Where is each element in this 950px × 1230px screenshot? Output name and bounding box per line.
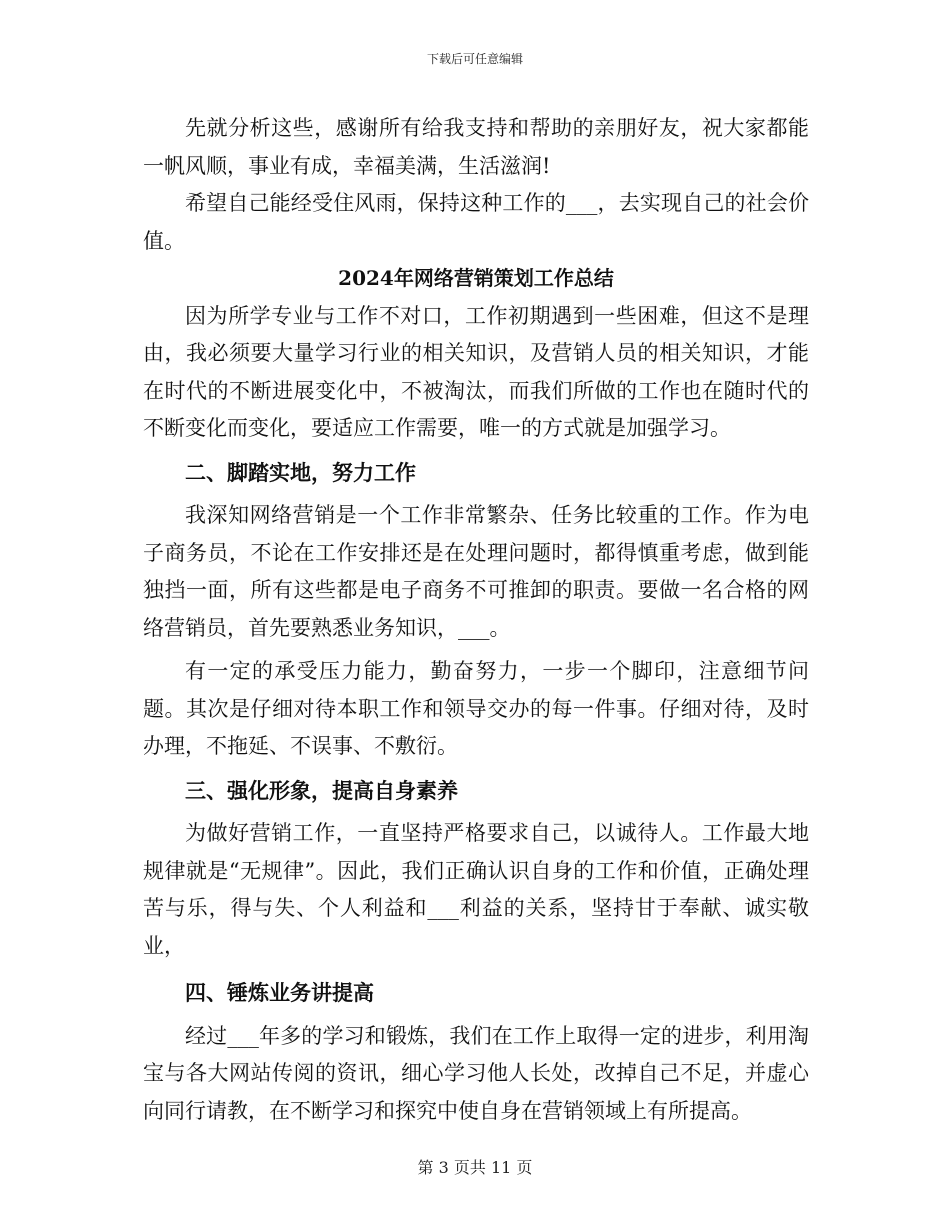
document-title: 2024年网络营销策划工作总结 [338,266,614,290]
document-body [143,110,809,1130]
section-heading-2: 二、脚踏实地，努力工作 [185,459,416,485]
paragraph-closing-hope: 希望自己能经受住风雨，保持这种工作的___，去实现自己的社会价值。 [143,191,809,253]
paragraph-section-4: 经过___年多的学习和锻炼，我们在工作上取得一定的进步，利用淘宝与各大网站传阅的资讯，细心学习他人长处，改掉自己不足，并虚心向同行请教，在不断学习和探究中使自身在营销领域上有所提高。 [143,1023,809,1123]
page-number-footer: 第 3 页共 11 页 [417,1158,533,1177]
paragraph-section-3: 为做好营销工作，一直坚持严格要求自己，以诚待人。工作最大地规律就是“无规律”。因此，我们正确认识自身的工作和价值，正确处理苦与乐，得与失、个人利益和___利益的关系，坚持甘于奉献、诚实敬业， [143,821,809,958]
section-heading-3: 三、强化形象，提高自身素养 [185,777,458,803]
paragraph-closing-thanks: 先就分析这些，感谢所有给我支持和帮助的亲朋好友，祝大家都能一帆风顺，事业有成，幸福美满，生活滋润! [143,116,809,178]
section-heading-4: 四、锤炼业务讲提高 [185,980,374,1005]
paragraph-intro: 因为所学专业与工作不对口，工作初期遇到一些困难，但这不是理由，我必须要大量学习行业的相关知识，及营销人员的相关知识，才能在时代的不断进展变化中，不被淘汰，而我们所做的工作也在随时代的不断变化而变化，要适应工作需要，唯一的方式就是加强学习。 [143,303,809,440]
page-header-note: 下载后可任意编辑 [426,52,523,66]
paragraph-section-2b: 有一定的承受压力能力，勤奋努力，一步一个脚印，注意细节问题。其次是仔细对待本职工作和领导交办的每一件事。仔细对待，及时办理，不拖延、不误事、不敷衍。 [143,659,809,758]
paragraph-section-2a: 我深知网络营销是一个工作非常繁杂、任务比较重的工作。作为电子商务员，不论在工作安排还是在处理问题时，都得慎重考虑，做到能独挡一面，所有这些都是电子商务不可推卸的职责。要做一名合格的网络营销员，首先要熟悉业务知识，___。 [143,503,809,640]
